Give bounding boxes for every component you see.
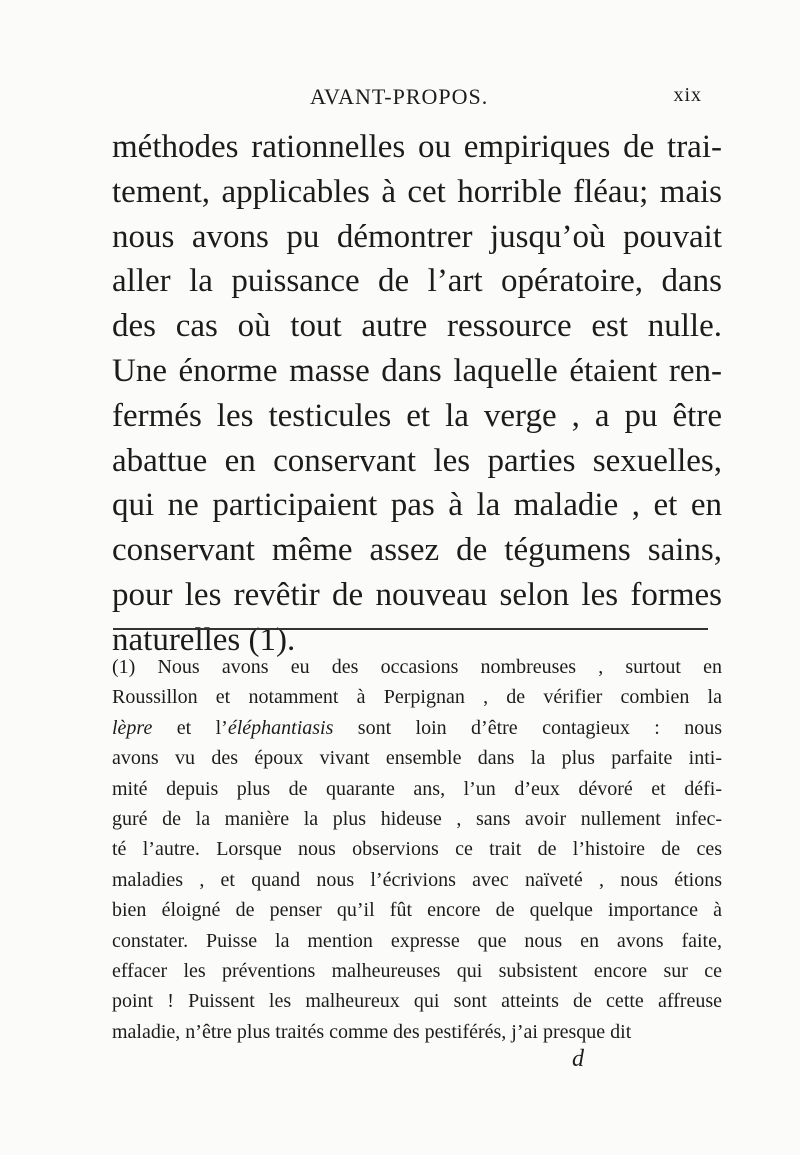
text-line: tement, applicables à cet horrible fléau; mais: [112, 173, 722, 210]
running-title: AVANT-PROPOS.: [310, 84, 489, 109]
text-line: des cas où tout autre ressource est nulle.: [112, 308, 722, 345]
footnote-italic-term: éléphantiasis: [227, 716, 334, 739]
text-line: qui ne participaient pas à la maladie , et en: [112, 487, 722, 524]
footnote-line: bien éloigné de penser qu’il fût encore de quelque importance à: [112, 899, 722, 922]
footnote-line: [112, 713, 722, 743]
footnote-line: effacer les préventions malheureuses qui subsistent encore sur ce: [112, 959, 722, 982]
footnote: [112, 652, 722, 1047]
text-line: Une énorme masse dans laquelle étaient ren-: [112, 352, 722, 389]
footnote-line: constater. Puisse la mention expresse que nous en avons faite,: [112, 929, 722, 952]
footnote-line: (1) Nous avons eu des occasions nombreuses , surtout en: [112, 656, 722, 678]
footnote-line: Roussillon et notamment à Perpignan , de vérifier combien la: [112, 686, 722, 709]
footnote-line: point ! Puissent les malheureux qui sont atteints de cette affreuse: [112, 990, 722, 1013]
footnote-text: sont loin d’être contagieux : nous: [333, 716, 722, 739]
text-line: conservant même assez de tégumens sains,: [112, 532, 722, 569]
page-number: xix: [673, 84, 702, 106]
text-line: abattue en conservant les parties sexuelles,: [112, 442, 722, 479]
running-head: [110, 84, 710, 114]
footnote-separator: [113, 628, 708, 630]
footnote-line: maladies , et quand nous l’écrivions avec naïveté , nous étions: [112, 868, 722, 891]
signature-mark: d: [572, 1046, 584, 1072]
main-paragraph: [112, 125, 722, 663]
text-line: pour les revêtir de nouveau selon les formes: [112, 576, 722, 613]
text-line: fermés les testicules et la verge , a pu être: [112, 397, 722, 434]
text-line: nous avons pu démontrer jusqu’où pouvait: [112, 218, 722, 255]
footnote-line: té l’autre. Lorsque nous observions ce trait de l’histoire de ces: [112, 838, 722, 861]
text-line: méthodes rationnelles ou empiriques de trai-: [112, 129, 722, 165]
footnote-line: maladie, n’être plus traités comme des pestiférés, j’ai presque dit: [112, 1020, 632, 1043]
footnote-line: avons vu des époux vivant ensemble dans la plus parfaite inti-: [112, 747, 722, 770]
footnote-line: guré de la manière la plus hideuse , sans avoir nullement infec-: [112, 807, 722, 830]
text-line: naturelles (1).: [112, 621, 296, 658]
footnote-italic-term: lèpre: [112, 716, 153, 739]
footnote-line: mité depuis plus de quarante ans, l’un d’eux dévoré et défi-: [112, 777, 722, 800]
footnote-text: et l’: [152, 716, 228, 739]
text-line: aller la puissance de l’art opératoire, dans: [112, 263, 722, 300]
